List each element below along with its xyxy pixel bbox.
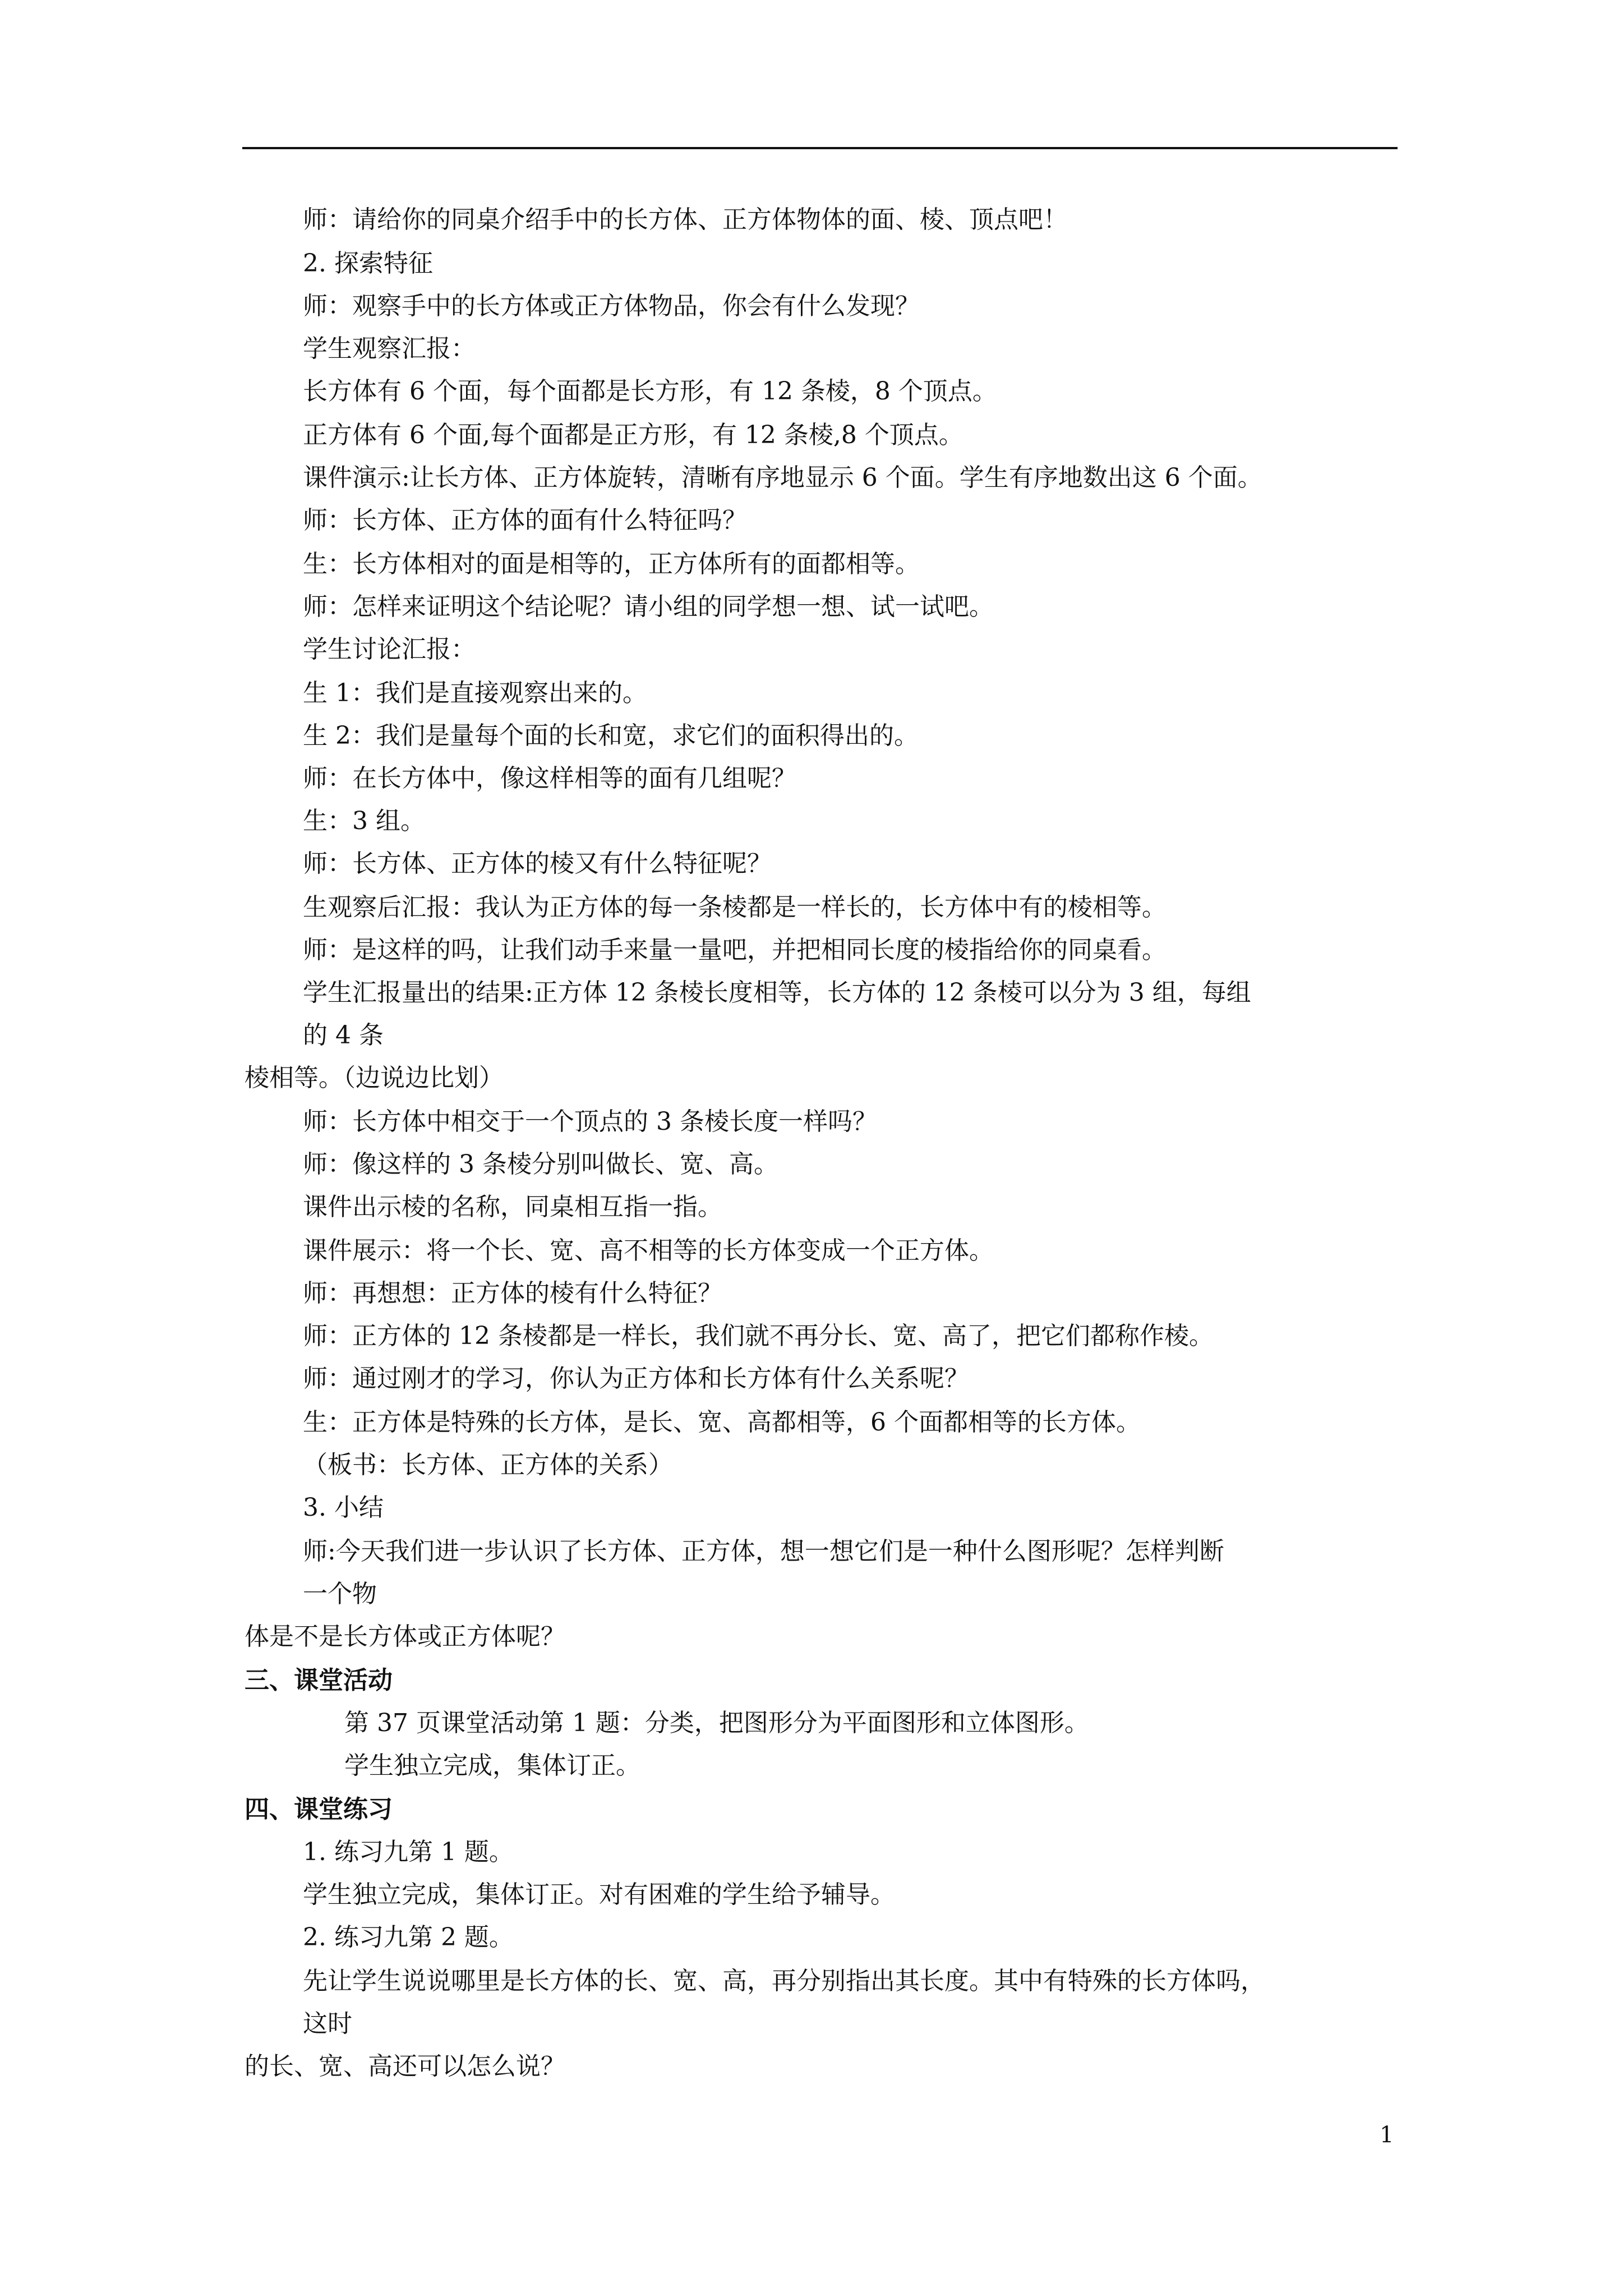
- section-item: 2. 练习九第 2 题。: [303, 1923, 514, 1952]
- text-line: 生观察后汇报：我认为正方体的每一条棱都是一样长的，长方体中有的棱相等。: [303, 893, 1166, 922]
- text-line: 师：是这样的吗，让我们动手来量一量吧，并把相同长度的棱指给你的同桌看。: [303, 936, 1166, 964]
- text-line: 师：像这样的 3 条棱分别叫做长、宽、高。: [303, 1150, 778, 1179]
- header-rule: [242, 147, 1398, 149]
- text-line: 课件演示:让长方体、正方体旋转，清晰有序地显示 6 个面。学生有序地数出这 6 个面。: [303, 463, 1262, 492]
- text-line: 课件出示棱的名称，同桌相互指一指。: [303, 1193, 722, 1221]
- text-line: 学生独立完成，集体订正。对有困难的学生给予辅导。: [303, 1880, 895, 1909]
- page-number: 1: [1380, 2122, 1394, 2148]
- text-line: 长方体有 6 个面，每个面都是长方形，有 12 条棱，8 个顶点。: [303, 377, 997, 406]
- text-line: 这时: [303, 2009, 352, 2038]
- text-line: （板书：长方体、正方体的关系）: [303, 1451, 673, 1479]
- section-item: 3. 小结: [303, 1493, 384, 1522]
- text-line: 学生汇报量出的结果:正方体 12 条棱长度相等，长方体的 12 条棱可以分为 3 组，每组: [303, 978, 1251, 1007]
- text-line: 师：正方体的 12 条棱都是一样长，我们就不再分长、宽、高了，把它们都称作棱。: [303, 1322, 1214, 1350]
- section-heading: 三、课堂活动: [245, 1666, 393, 1695]
- text-line: 学生观察汇报：: [303, 334, 476, 363]
- text-line: 师：长方体、正方体的面有什么特征吗？: [303, 506, 747, 535]
- text-line: 第 37 页课堂活动第 1 题：分类，把图形分为平面图形和立体图形。: [344, 1709, 1089, 1737]
- text-line: 师：怎样来证明这个结论呢？请小组的同学想一想、试一试吧。: [303, 592, 994, 621]
- text-line: 生 1：我们是直接观察出来的。: [303, 679, 647, 707]
- text-line: 师：请给你的同桌介绍手中的长方体、正方体物体的面、棱、顶点吧！: [303, 205, 1068, 234]
- text-line: 先让学生说说哪里是长方体的长、宽、高，再分别指出其长度。其中有特殊的长方体吗，: [303, 1967, 1265, 1995]
- section-item: 1. 练习九第 1 题。: [303, 1838, 514, 1866]
- text-line: 学生独立完成，集体订正。: [344, 1751, 640, 1780]
- text-line: 课件展示：将一个长、宽、高不相等的长方体变成一个正方体。: [303, 1236, 994, 1265]
- text-line: 生：正方体是特殊的长方体，是长、宽、高都相等，6 个面都相等的长方体。: [303, 1408, 1141, 1437]
- text-line: 师：长方体、正方体的棱又有什么特征呢？: [303, 849, 772, 878]
- text-line: 生 2：我们是量每个面的长和宽，求它们的面积得出的。: [303, 721, 919, 750]
- text-line: 生：3 组。: [303, 807, 425, 835]
- text-line: 师：观察手中的长方体或正方体物品，你会有什么发现？: [303, 292, 920, 320]
- text-line: 棱相等。（边说边比划）: [245, 1064, 504, 1092]
- section-item: 2. 探索特征: [303, 249, 433, 278]
- text-line: 师：在长方体中，像这样相等的面有几组呢？: [303, 764, 796, 793]
- text-line: 体是不是长方体或正方体呢？: [245, 1622, 565, 1651]
- text-line: 师：通过刚才的学习，你认为正方体和长方体有什么关系呢？: [303, 1364, 969, 1393]
- text-line: 的长、宽、高还可以怎么说？: [245, 2052, 565, 2081]
- text-line: 学生讨论汇报：: [303, 635, 476, 664]
- text-line: 的 4 条: [303, 1021, 384, 1050]
- section-heading: 四、课堂练习: [245, 1795, 393, 1824]
- text-line: 师：长方体中相交于一个顶点的 3 条棱长度一样吗？: [303, 1107, 877, 1136]
- text-line: 师:今天我们进一步认识了长方体、正方体，想一想它们是一种什么图形呢？怎样判断: [303, 1537, 1224, 1566]
- text-line: 生：长方体相对的面是相等的，正方体所有的面都相等。: [303, 550, 920, 578]
- text-line: 师：再想想：正方体的棱有什么特征？: [303, 1279, 722, 1308]
- text-line: 正方体有 6 个面,每个面都是正方形，有 12 条棱,8 个顶点。: [303, 421, 963, 449]
- text-line: 一个物: [303, 1580, 377, 1608]
